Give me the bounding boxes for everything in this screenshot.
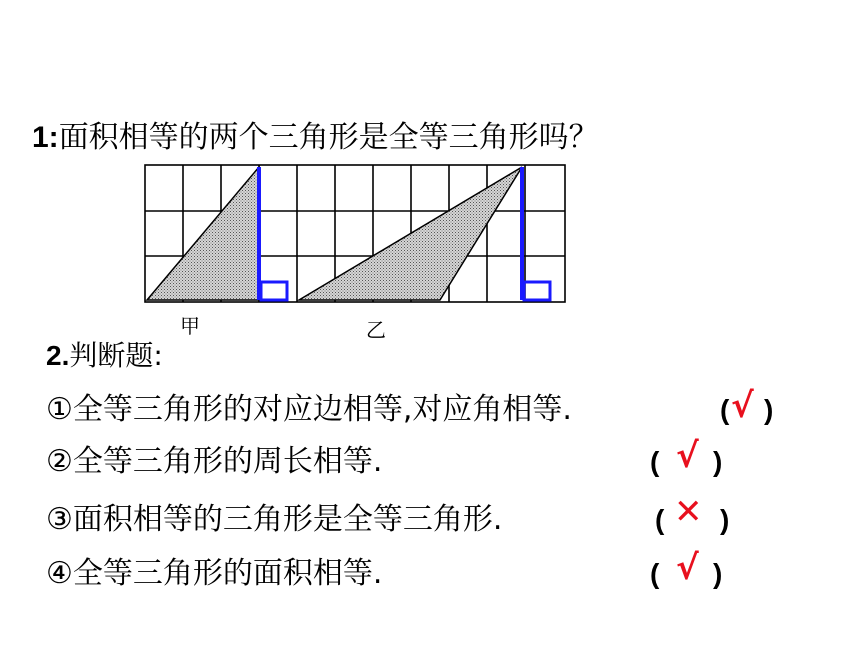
question-2-number: 2. (46, 340, 70, 371)
judgement-item-1 (46, 390, 572, 430)
check-mark-icon: √ (676, 548, 699, 588)
grid-svg (140, 160, 570, 310)
question-2-title (46, 336, 163, 376)
right-angle-jia (261, 282, 287, 300)
judgement-item-4 (46, 554, 382, 594)
question-1-text: 面积相等的两个三角形是全等三角形吗？ (58, 120, 599, 155)
question-1 (32, 118, 599, 158)
check-mark-icon: √ (676, 436, 699, 476)
judgement-item-3 (46, 500, 502, 540)
item-4-close-paren: ) (713, 558, 723, 589)
item-2-open-paren: ( (650, 446, 660, 477)
item-4-open-paren: ( (650, 558, 660, 589)
judgement-item-4-text: ④全等三角形的面积相等. (46, 556, 383, 591)
question-2-title-text: 判断题: (69, 339, 163, 372)
right-angle-yi (524, 282, 550, 300)
question-1-number: 1: (32, 121, 59, 154)
check-mark-icon: √ (731, 386, 754, 426)
cross-mark-icon: ✕ (674, 492, 703, 532)
item-3-open-paren: ( (655, 504, 665, 535)
triangle-grid-figure (140, 160, 570, 342)
item-1-close-paren: ) (764, 394, 774, 425)
judgement-item-2-text: ②全等三角形的周长相等. (46, 444, 383, 479)
item-3-close-paren: ) (720, 504, 730, 535)
judgement-item-3-text: ③面积相等的三角形是全等三角形. (46, 502, 503, 537)
judgement-item-1-text: ①全等三角形的对应边相等,对应角相等. (46, 392, 572, 427)
triangle-jia (147, 167, 259, 300)
item-2-close-paren: ) (713, 446, 723, 477)
item-1-open-paren: ( (720, 394, 730, 425)
label-jia: 甲 (180, 314, 200, 338)
judgement-item-2 (46, 442, 382, 482)
label-yi: 乙 (366, 318, 386, 342)
